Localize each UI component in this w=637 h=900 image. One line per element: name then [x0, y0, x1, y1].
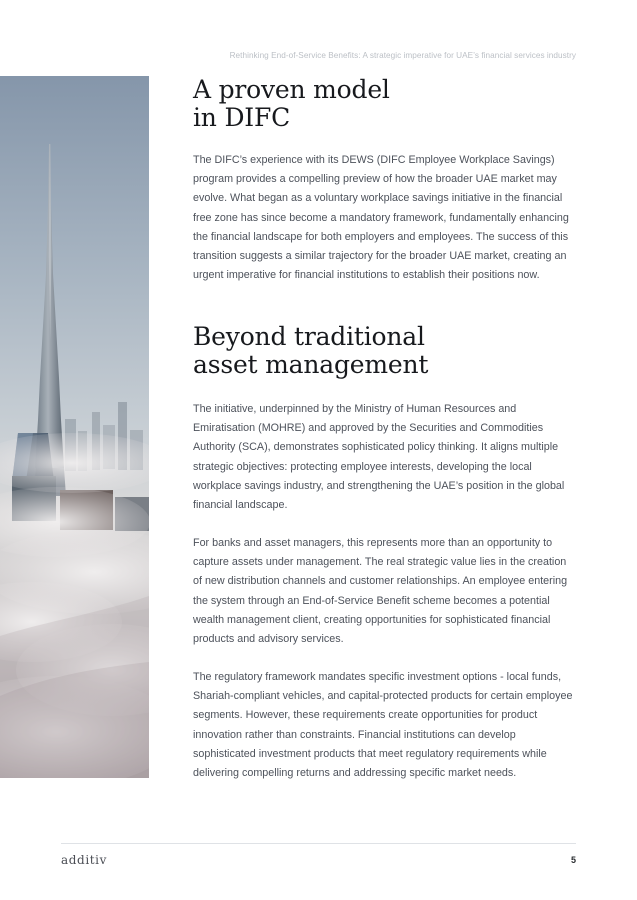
- section-title-beyond-asset-management: [193, 323, 578, 379]
- paragraph-initiative: The initiative, underpinned by the Ministry of Human Resources and Emiratisation (MOHRE) and approved by the Securities and Commodities Authority (SCA), demonstrates sophisticated policy thinking. It aligns multiple strategic objectives: protecting employee interests, developing the local workplace savings industry, and strengthening the UAE’s position in the global financial landscape.: [193, 403, 565, 512]
- skyline-photo-icon: [0, 76, 149, 778]
- paragraph-difc-experience: The DIFC’s experience with its DEWS (DIFC Employee Workplace Savings) program provides a compelling preview of how the broader UAE market may evolve. What began as a voluntary workplace savings initiative in the financial free zone has since become a mandatory framework, fundamentally enhancing the financial landscape for both employers and employees. The success of this transition suggests a similar trajectory for the broader UAE market, creating an urgent imperative for financial institutions to establish their positions now.: [193, 154, 569, 282]
- title-line: in DIFC: [193, 103, 291, 132]
- section-title-proven-model: [193, 76, 578, 132]
- paragraph-banks-asset-managers: For banks and asset managers, this represents more than an opportunity to capture assets under management. The real strategic value lies in the creation of new distribution channels and customer relationships. An employee entering the system through an End-of-Service Benefit scheme becomes a potential wealth management client, creating opportunities for sophisticated financial products and advisory services.: [193, 537, 568, 646]
- running-header: Rethinking End-of-Service Benefits: A strategic imperative for UAE’s financial services industry: [229, 51, 576, 60]
- footer-divider: [61, 843, 576, 844]
- title-line: Beyond traditional: [193, 322, 425, 351]
- title-line: A proven model: [193, 75, 390, 104]
- brand-logo: additiv: [61, 853, 107, 867]
- page-number: 5: [570, 855, 576, 865]
- paragraph-regulatory-framework: The regulatory framework mandates specific investment options - local funds, Shariah-compliant vehicles, and capital-protected products for certain employee segments. However, these requirements create opportunities for product innovation rather than constraints. Financial institutions can develop sophisticated investment products that meet regulatory requirements while delivering compelling returns and addressing specific market needs.: [193, 671, 573, 780]
- city-skyline-image: [0, 76, 149, 778]
- title-line: asset management: [193, 350, 429, 379]
